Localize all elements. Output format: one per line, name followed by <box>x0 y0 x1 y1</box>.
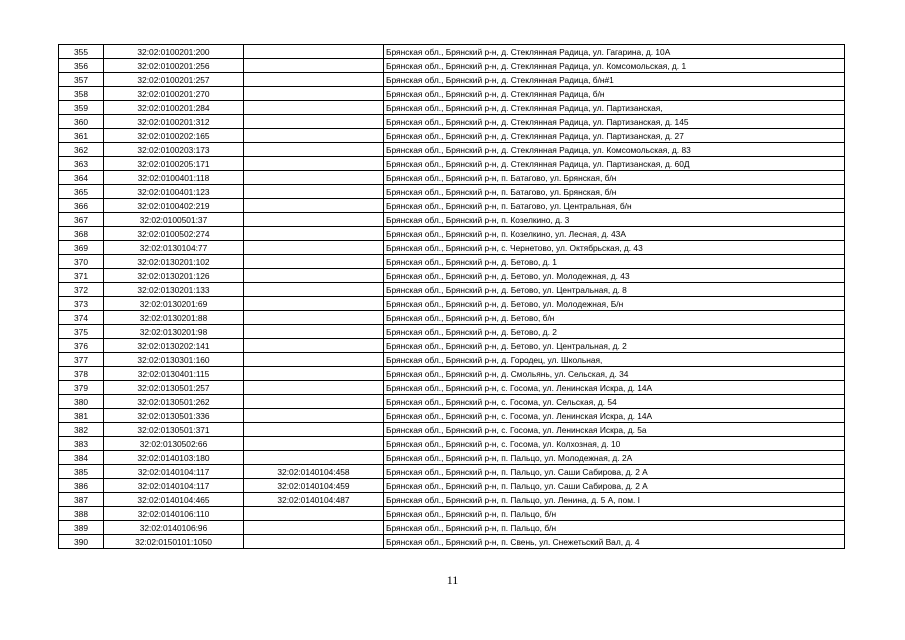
address-cell: Брянская обл., Брянский р-н, п. Пальцо, б/н <box>384 521 845 535</box>
table-row <box>59 395 845 409</box>
linked-cadastral-cell <box>244 213 384 227</box>
table-row <box>59 157 845 171</box>
row-number-cell: 383 <box>59 437 104 451</box>
address-cell: Брянская обл., Брянский р-н, п. Пальцо, б/н <box>384 507 845 521</box>
table-row <box>59 409 845 423</box>
cadastral-number-cell: 32:02:0100501:37 <box>104 213 244 227</box>
cadastral-number-cell: 32:02:0130202:141 <box>104 339 244 353</box>
linked-cadastral-cell <box>244 45 384 59</box>
linked-cadastral-cell <box>244 339 384 353</box>
table-row <box>59 143 845 157</box>
cadastral-number-cell: 32:02:0140104:465 <box>104 493 244 507</box>
cadastral-number-cell: 32:02:0130201:126 <box>104 269 244 283</box>
linked-cadastral-cell <box>244 297 384 311</box>
cadastral-number-cell: 32:02:0100201:312 <box>104 115 244 129</box>
table-row <box>59 367 845 381</box>
linked-cadastral-cell <box>244 255 384 269</box>
row-number-cell: 375 <box>59 325 104 339</box>
row-number-cell: 363 <box>59 157 104 171</box>
row-number-cell: 366 <box>59 199 104 213</box>
table-row <box>59 283 845 297</box>
address-cell: Брянская обл., Брянский р-н, п. Батагово, ул. Брянская, б/н <box>384 171 845 185</box>
row-number-cell: 365 <box>59 185 104 199</box>
row-number-cell: 371 <box>59 269 104 283</box>
linked-cadastral-cell <box>244 101 384 115</box>
address-cell: Брянская обл., Брянский р-н, с. Госома, ул. Сельская, д. 54 <box>384 395 845 409</box>
cadastral-number-cell: 32:02:0100402:219 <box>104 199 244 213</box>
linked-cadastral-cell <box>244 157 384 171</box>
address-cell: Брянская обл., Брянский р-н, п. Пальцо, ул. Саши Сабирова, д. 2 А <box>384 479 845 493</box>
table-row <box>59 381 845 395</box>
address-cell: Брянская обл., Брянский р-н, с. Чернетово, ул. Октябрьская, д. 43 <box>384 241 845 255</box>
address-cell: Брянская обл., Брянский р-н, д. Бетово, ул. Молодежная, Б/н <box>384 297 845 311</box>
cadastral-number-cell: 32:02:0100202:165 <box>104 129 244 143</box>
address-cell: Брянская обл., Брянский р-н, д. Смольянь, ул. Сельская, д. 34 <box>384 367 845 381</box>
row-number-cell: 374 <box>59 311 104 325</box>
table-row <box>59 479 845 493</box>
linked-cadastral-cell <box>244 73 384 87</box>
address-cell: Брянская обл., Брянский р-н, д. Бетово, д. 2 <box>384 325 845 339</box>
linked-cadastral-cell <box>244 59 384 73</box>
address-cell: Брянская обл., Брянский р-н, д. Стеклянная Радица, ул. Комсомольская, д. 1 <box>384 59 845 73</box>
cadastral-number-cell: 32:02:0140103:180 <box>104 451 244 465</box>
address-cell: Брянская обл., Брянский р-н, д. Стеклянная Радица, ул. Гагарина, д. 10А <box>384 45 845 59</box>
table-row <box>59 269 845 283</box>
cadastral-number-cell: 32:02:0130501:262 <box>104 395 244 409</box>
row-number-cell: 361 <box>59 129 104 143</box>
cadastral-number-cell: 32:02:0130501:336 <box>104 409 244 423</box>
cadastral-number-cell: 32:02:0130301:160 <box>104 353 244 367</box>
address-cell: Брянская обл., Брянский р-н, п. Пальцо, ул. Саши Сабирова, д. 2 А <box>384 465 845 479</box>
linked-cadastral-cell <box>244 171 384 185</box>
row-number-cell: 369 <box>59 241 104 255</box>
table-row <box>59 227 845 241</box>
address-cell: Брянская обл., Брянский р-н, д. Стеклянная Радица, ул. Партизанская, д. 60Д <box>384 157 845 171</box>
row-number-cell: 376 <box>59 339 104 353</box>
row-number-cell: 372 <box>59 283 104 297</box>
row-number-cell: 384 <box>59 451 104 465</box>
row-number-cell: 386 <box>59 479 104 493</box>
address-cell: Брянская обл., Брянский р-н, с. Госома, ул. Ленинская Искра, д. 5а <box>384 423 845 437</box>
address-cell: Брянская обл., Брянский р-н, д. Бетово, б/н <box>384 311 845 325</box>
linked-cadastral-cell <box>244 199 384 213</box>
address-cell: Брянская обл., Брянский р-н, д. Бетово, д. 1 <box>384 255 845 269</box>
table-row <box>59 325 845 339</box>
cadastral-number-cell: 32:02:0140106:110 <box>104 507 244 521</box>
address-cell: Брянская обл., Брянский р-н, д. Стеклянная Радица, б/н#1 <box>384 73 845 87</box>
linked-cadastral-cell <box>244 185 384 199</box>
row-number-cell: 388 <box>59 507 104 521</box>
address-cell: Брянская обл., Брянский р-н, д. Бетово, ул. Молодежная, д. 43 <box>384 269 845 283</box>
table-row <box>59 437 845 451</box>
linked-cadastral-cell <box>244 283 384 297</box>
linked-cadastral-cell <box>244 115 384 129</box>
table-row <box>59 59 845 73</box>
row-number-cell: 362 <box>59 143 104 157</box>
row-number-cell: 389 <box>59 521 104 535</box>
address-cell: Брянская обл., Брянский р-н, д. Стеклянная Радица, ул. Партизанская, д. 27 <box>384 129 845 143</box>
table-row <box>59 73 845 87</box>
row-number-cell: 356 <box>59 59 104 73</box>
table-row <box>59 185 845 199</box>
cadastral-number-cell: 32:02:0130501:257 <box>104 381 244 395</box>
table-row <box>59 45 845 59</box>
linked-cadastral-cell <box>244 381 384 395</box>
table-row <box>59 521 845 535</box>
linked-cadastral-cell <box>244 437 384 451</box>
table-row <box>59 171 845 185</box>
address-cell: Брянская обл., Брянский р-н, д. Стеклянная Радица, ул. Партизанская, <box>384 101 845 115</box>
address-cell: Брянская обл., Брянский р-н, с. Госома, ул. Ленинская Искра, д. 14А <box>384 409 845 423</box>
row-number-cell: 370 <box>59 255 104 269</box>
row-number-cell: 358 <box>59 87 104 101</box>
address-cell: Брянская обл., Брянский р-н, с. Госома, ул. Колхозная, д. 10 <box>384 437 845 451</box>
linked-cadastral-cell <box>244 507 384 521</box>
table-row <box>59 129 845 143</box>
table-row <box>59 423 845 437</box>
cadastral-number-cell: 32:02:0140104:117 <box>104 479 244 493</box>
table-row <box>59 535 845 549</box>
cadastral-number-cell: 32:02:0130401:115 <box>104 367 244 381</box>
cadastral-number-cell: 32:02:0130201:69 <box>104 297 244 311</box>
address-cell: Брянская обл., Брянский р-н, п. Пальцо, ул. Молодежная, д. 2А <box>384 451 845 465</box>
address-cell: Брянская обл., Брянский р-н, д. Стеклянная Радица, ул. Комсомольская, д. 83 <box>384 143 845 157</box>
cadastral-number-cell: 32:02:0100201:284 <box>104 101 244 115</box>
cadastral-number-cell: 32:02:0100201:270 <box>104 87 244 101</box>
address-cell: Брянская обл., Брянский р-н, п. Пальцо, ул. Ленина, д. 5 А, пом. I <box>384 493 845 507</box>
linked-cadastral-cell <box>244 241 384 255</box>
row-number-cell: 355 <box>59 45 104 59</box>
table-row <box>59 297 845 311</box>
address-cell: Брянская обл., Брянский р-н, с. Госома, ул. Ленинская Искра, д. 14А <box>384 381 845 395</box>
row-number-cell: 380 <box>59 395 104 409</box>
cadastral-number-cell: 32:02:0100201:256 <box>104 59 244 73</box>
cadastral-number-cell: 32:02:0140104:117 <box>104 465 244 479</box>
address-cell: Брянская обл., Брянский р-н, д. Стеклянная Радица, б/н <box>384 87 845 101</box>
row-number-cell: 357 <box>59 73 104 87</box>
address-cell: Брянская обл., Брянский р-н, д. Стеклянная Радица, ул. Партизанская, д. 145 <box>384 115 845 129</box>
table-row <box>59 339 845 353</box>
table-row <box>59 465 845 479</box>
row-number-cell: 367 <box>59 213 104 227</box>
table-row <box>59 493 845 507</box>
table-row <box>59 451 845 465</box>
table-row <box>59 115 845 129</box>
cadastral-number-cell: 32:02:0130501:371 <box>104 423 244 437</box>
linked-cadastral-cell <box>244 367 384 381</box>
linked-cadastral-cell <box>244 353 384 367</box>
linked-cadastral-cell: 32:02:0140104:487 <box>244 493 384 507</box>
row-number-cell: 387 <box>59 493 104 507</box>
table-body <box>59 45 845 549</box>
table-row <box>59 87 845 101</box>
row-number-cell: 360 <box>59 115 104 129</box>
page-number: 11 <box>446 573 459 587</box>
cadastral-number-cell: 32:02:0150101:1050 <box>104 535 244 549</box>
row-number-cell: 378 <box>59 367 104 381</box>
cadastral-table <box>58 44 845 549</box>
address-cell: Брянская обл., Брянский р-н, п. Свень, ул. Снежетьский Вал, д. 4 <box>384 535 845 549</box>
table-row <box>59 199 845 213</box>
address-cell: Брянская обл., Брянский р-н, п. Козелкино, ул. Лесная, д. 43А <box>384 227 845 241</box>
row-number-cell: 385 <box>59 465 104 479</box>
linked-cadastral-cell: 32:02:0140104:459 <box>244 479 384 493</box>
row-number-cell: 382 <box>59 423 104 437</box>
linked-cadastral-cell <box>244 395 384 409</box>
linked-cadastral-cell <box>244 87 384 101</box>
linked-cadastral-cell <box>244 423 384 437</box>
row-number-cell: 377 <box>59 353 104 367</box>
table-row <box>59 241 845 255</box>
linked-cadastral-cell: 32:02:0140104:458 <box>244 465 384 479</box>
row-number-cell: 368 <box>59 227 104 241</box>
linked-cadastral-cell <box>244 129 384 143</box>
cadastral-number-cell: 32:02:0100401:118 <box>104 171 244 185</box>
linked-cadastral-cell <box>244 325 384 339</box>
address-cell: Брянская обл., Брянский р-н, п. Батагово, ул. Центральная, б/н <box>384 199 845 213</box>
linked-cadastral-cell <box>244 535 384 549</box>
table-row <box>59 507 845 521</box>
address-cell: Брянская обл., Брянский р-н, п. Батагово, ул. Брянская, б/н <box>384 185 845 199</box>
address-cell: Брянская обл., Брянский р-н, д. Городец, ул. Школьная, <box>384 353 845 367</box>
cadastral-number-cell: 32:02:0130201:98 <box>104 325 244 339</box>
linked-cadastral-cell <box>244 311 384 325</box>
linked-cadastral-cell <box>244 227 384 241</box>
table-row <box>59 213 845 227</box>
linked-cadastral-cell <box>244 143 384 157</box>
cadastral-number-cell: 32:02:0100201:257 <box>104 73 244 87</box>
cadastral-number-cell: 32:02:0130104:77 <box>104 241 244 255</box>
address-cell: Брянская обл., Брянский р-н, п. Козелкино, д. 3 <box>384 213 845 227</box>
cadastral-number-cell: 32:02:0130201:88 <box>104 311 244 325</box>
row-number-cell: 364 <box>59 171 104 185</box>
table-row <box>59 101 845 115</box>
cadastral-number-cell: 32:02:0100205:171 <box>104 157 244 171</box>
row-number-cell: 390 <box>59 535 104 549</box>
row-number-cell: 373 <box>59 297 104 311</box>
linked-cadastral-cell <box>244 409 384 423</box>
linked-cadastral-cell <box>244 269 384 283</box>
linked-cadastral-cell <box>244 521 384 535</box>
address-cell: Брянская обл., Брянский р-н, д. Бетово, ул. Центральная, д. 8 <box>384 283 845 297</box>
row-number-cell: 379 <box>59 381 104 395</box>
row-number-cell: 359 <box>59 101 104 115</box>
table-row <box>59 353 845 367</box>
cadastral-number-cell: 32:02:0130502:66 <box>104 437 244 451</box>
cadastral-number-cell: 32:02:0140106:96 <box>104 521 244 535</box>
cadastral-number-cell: 32:02:0100201:200 <box>104 45 244 59</box>
table-row <box>59 255 845 269</box>
row-number-cell: 381 <box>59 409 104 423</box>
cadastral-number-cell: 32:02:0130201:133 <box>104 283 244 297</box>
table-row <box>59 311 845 325</box>
cadastral-number-cell: 32:02:0100401:123 <box>104 185 244 199</box>
address-cell: Брянская обл., Брянский р-н, д. Бетово, ул. Центральная, д. 2 <box>384 339 845 353</box>
linked-cadastral-cell <box>244 451 384 465</box>
cadastral-number-cell: 32:02:0130201:102 <box>104 255 244 269</box>
cadastral-number-cell: 32:02:0100203:173 <box>104 143 244 157</box>
cadastral-number-cell: 32:02:0100502:274 <box>104 227 244 241</box>
